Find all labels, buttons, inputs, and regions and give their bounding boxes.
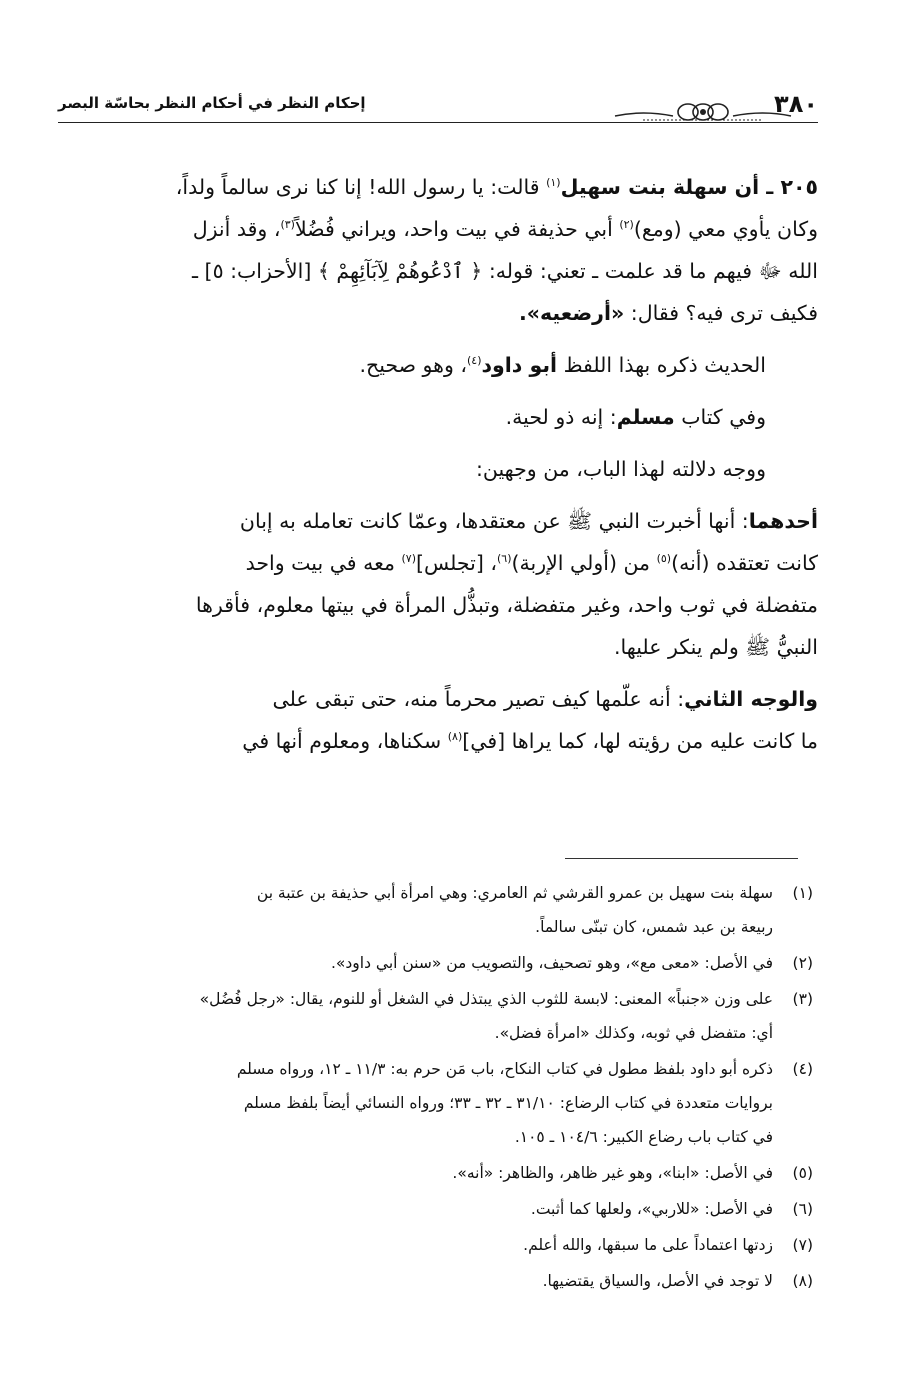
footnote-1: (١)سهلة بنت سهيل بن عمرو القرشي ثم العامري: وهي امرأة أبي حذيفة بن عتبة بن ربيعة بن عبد شمس، كان تبنّى سالماً. — [256, 884, 813, 936]
footnote-6: (٦)في الأصل: «للاربي»، ولعلها كما أثبت. — [530, 1200, 813, 1218]
paragraph-205-line-4: فكيف ترى فيه؟ فقال: «أرضعيه». — [518, 301, 818, 325]
footnote-5: (٥)في الأصل: «ابنا»، وهو غير ظاهر، والظاهر: «أنه». — [452, 1164, 813, 1182]
book-title: إحكام النظر في أحكام النظر بحاسّة البصر — [58, 94, 366, 112]
paragraph-205-line-3: الله ﷻ فيهم ما قد علمت ـ تعني: قوله: ﴿ ٱدْعُوهُمْ لِآبَآئِهِمْ ﴾ [الأحزاب: ٥] ـ — [192, 259, 818, 283]
footnote-3: (٣)على وزن «جنباً» المعنى: لابسة للثوب الذي يبتذل في الشغل أو للنوم، يقال: «رجل فُضُل» أي: متفضل في ثوبه، وكذلك «امرأة فضل». — [199, 990, 813, 1042]
second-aspect-line-2: ما كانت عليه من رؤيته لها، كما يراها [في]$^{(٨)}$ سكناها، ومعلوم أنها في — [242, 729, 818, 753]
first-aspect-line-3: متفضلة في ثوب واحد، وغير متفضلة، وتبذُّل المرأة في بيتها معلوم، فأقرها — [195, 593, 818, 617]
first-aspect-line-2: كانت تعتقده (أنه)$^{(٥)}$ من (أولي الإربة)$^{(٦)}$، [تجلس]$^{(٧)}$ معه في بيت واحد — [245, 551, 818, 575]
footnote-separator — [565, 858, 798, 859]
second-aspect-line-1: والوجه الثاني: أنه علّمها كيف تصير محرماً منه، حتى تبقى على — [272, 687, 818, 711]
footnote-8: (٨)لا توجد في الأصل، والسياق يقتضيها. — [542, 1272, 813, 1290]
main-text — [62, 172, 818, 768]
decorative-ornament-icon — [613, 96, 793, 124]
paragraph-205-line-2: وكان يأوي معي (ومع)$^{(٢)}$ أبي حذيفة في بيت واحد، ويراني فُضُلاً$^{(٣)}$، وقد أنزل — [192, 217, 818, 241]
page-header — [58, 88, 818, 128]
paragraph-205-line-1: ٢٠٥ ـ أن سهلة بنت سهيل$^{(١)}$ قالت: يا رسول الله! إنا كنا نرى سالماً ولداً، — [175, 175, 818, 199]
muslim-line: وفي كتاب مسلم: إنه ذو لحية. — [505, 405, 766, 429]
footnotes — [80, 876, 813, 1300]
footnote-2: (٢)في الأصل: «معى مع»، وهو تصحيف، والتصويب من «سنن أبي داود». — [330, 954, 813, 972]
first-aspect-line-4: النبيُّ ﷺ ولم ينكر عليها. — [614, 635, 818, 659]
page-number: ٣٨٠ — [774, 90, 818, 118]
hadith-source-line: الحديث ذكره بهذا اللفظ أبو داود$^{(٤)}$، وهو صحيح. — [359, 353, 766, 377]
first-aspect-line-1: أحدهما: أنها أخبرت النبي ﷺ عن معتقدها، وعمّا كانت تعامله به إبان — [239, 509, 818, 533]
footnote-7: (٧)زدتها اعتماداً على ما سبقها، والله أعلم. — [523, 1236, 813, 1254]
footnote-4: (٤)ذكره أبو داود بلفظ مطول في كتاب النكاح، باب مَن حرم به: ١١/٣ ـ ١٢، ورواه مسلم بروايات متعددة في كتاب الرضاع: ٣١/١٠ ـ ٣٢ ـ ٣٣؛ ورواه النسائي أيضاً بلفظ مسلم في كتاب باب رضاع الكبير: ١٠٤/٦ ـ ١٠٥. — [236, 1060, 813, 1146]
header-rule — [58, 122, 818, 123]
two-aspects-line: ووجه دلالته لهذا الباب، من وجهين: — [475, 457, 766, 481]
